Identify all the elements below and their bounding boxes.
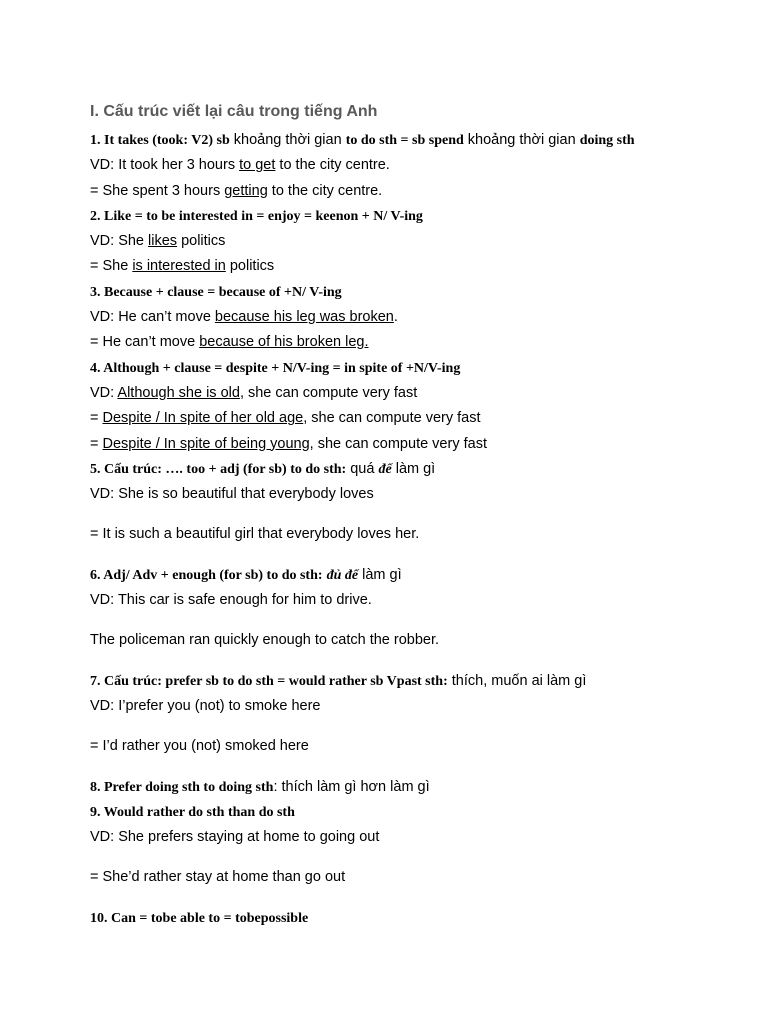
text-line bbox=[90, 628, 750, 653]
text-segment: : thích làm gì hơn làm gì bbox=[273, 778, 430, 795]
text-segment: . bbox=[393, 309, 398, 326]
underlined-text: because his leg was broken bbox=[214, 309, 394, 326]
text-line bbox=[90, 457, 750, 482]
text-segment: , she can compute very fast bbox=[303, 410, 481, 427]
text-line bbox=[90, 588, 750, 613]
text-line bbox=[90, 825, 750, 850]
underlined-text: likes bbox=[148, 233, 178, 250]
text-segment: VD: bbox=[90, 384, 118, 401]
text-segment: = He can’t move bbox=[90, 334, 200, 351]
bold-text: 9. Would rather do sth than do sth bbox=[90, 804, 295, 820]
text-segment: VD: It took her 3 hours bbox=[90, 157, 240, 174]
text-line bbox=[90, 356, 750, 381]
text-segment: quá bbox=[346, 460, 379, 477]
text-line bbox=[90, 128, 750, 153]
text-segment: to the city centre. bbox=[267, 182, 383, 199]
bold-text: to do sth = sb spend bbox=[345, 133, 464, 148]
text-segment: làm gì bbox=[358, 566, 402, 583]
text-segment: VD: He can’t move bbox=[90, 309, 215, 326]
text-segment: = bbox=[90, 410, 103, 427]
text-line bbox=[90, 432, 750, 457]
text-line bbox=[90, 204, 750, 229]
underlined-text: is interested in bbox=[132, 258, 226, 275]
text-line bbox=[90, 330, 750, 355]
underlined-text: Despite / In spite of her old age bbox=[102, 410, 304, 427]
text-segment: làm gì bbox=[391, 460, 436, 477]
page-title: I. Cấu trúc viết lại câu trong tiếng Anh bbox=[90, 103, 378, 120]
text-segment: khoảng thời gian bbox=[463, 132, 580, 148]
text-segment: = She bbox=[90, 258, 133, 275]
text-segment: VD: I’prefer you (not) to smoke here bbox=[90, 697, 321, 714]
text-segment: politics bbox=[177, 233, 226, 250]
text-segment: VD: She prefers staying at home to going out bbox=[90, 829, 380, 846]
text-segment: VD: She is so beautiful that everybody loves bbox=[90, 486, 374, 503]
text-line bbox=[90, 694, 750, 719]
text-segment: thích, muốn ai làm gì bbox=[447, 672, 587, 689]
text-line bbox=[90, 305, 750, 330]
bold-text: 1. It takes (took: V2) sb bbox=[90, 133, 230, 148]
text-line bbox=[90, 865, 750, 890]
bold-text: 10. Can = tobe able to = tobepossible bbox=[90, 910, 309, 926]
text-line bbox=[90, 800, 750, 825]
text-segment: = bbox=[90, 435, 103, 452]
text-segment: = She spent 3 hours bbox=[90, 182, 225, 199]
bold-text: 5. Cấu trúc: …. too + adj (for sb) to do sth: bbox=[90, 461, 347, 477]
text-line bbox=[90, 406, 750, 431]
underlined-text: Despite / In spite of being young bbox=[102, 435, 310, 452]
document-page bbox=[90, 100, 750, 931]
text-segment: The policeman ran quickly enough to catch the robber. bbox=[90, 632, 440, 649]
text-segment: , she can compute very fast bbox=[239, 384, 418, 401]
bold-text: 2. Like = to be interested in = enjoy = keenon + N/ V-ing bbox=[90, 208, 423, 224]
text-line bbox=[90, 280, 750, 305]
document-body bbox=[90, 128, 750, 931]
text-line bbox=[90, 179, 750, 204]
bold-text: doing sth bbox=[579, 133, 635, 148]
bold-text: đủ để bbox=[326, 567, 359, 583]
text-segment: VD: This car is safe enough for him to drive. bbox=[90, 592, 372, 609]
underlined-text: Although she is old bbox=[117, 384, 240, 401]
text-line bbox=[90, 482, 750, 507]
text-line bbox=[90, 229, 750, 254]
text-segment: khoảng thời gian bbox=[229, 132, 346, 148]
text-line bbox=[90, 153, 750, 178]
text-line bbox=[90, 906, 750, 931]
text-segment: politics bbox=[225, 258, 275, 275]
text-segment: to the city centre. bbox=[275, 157, 390, 174]
text-line bbox=[90, 254, 750, 279]
text-line bbox=[90, 669, 750, 694]
underlined-text: to get bbox=[239, 157, 276, 174]
bold-text: 7. Cấu trúc: prefer sb to do sth = would rather sb Vpast sth: bbox=[90, 673, 448, 689]
text-line bbox=[90, 381, 750, 406]
bold-text: 4. Although + clause = despite + N/V-ing = in spite of +N/V-ing bbox=[90, 360, 461, 376]
bold-text: để bbox=[378, 461, 392, 477]
text-segment: = She’d rather stay at home than go out bbox=[90, 869, 346, 886]
bold-text: 6. Adj/ Adv + enough (for sb) to do sth: bbox=[90, 567, 323, 583]
text-segment: VD: She bbox=[90, 233, 149, 250]
text-segment: = I’d rather you (not) smoked here bbox=[90, 738, 309, 755]
underlined-text: getting bbox=[224, 182, 268, 199]
bold-text: 3. Because + clause = because of +N/ V-ing bbox=[90, 284, 342, 300]
text-line bbox=[90, 734, 750, 759]
text-line bbox=[90, 563, 750, 588]
text-segment: = It is such a beautiful girl that everybody loves her. bbox=[90, 526, 420, 543]
text-segment: , she can compute very fast bbox=[309, 435, 487, 452]
text-line bbox=[90, 522, 750, 547]
text-line bbox=[90, 775, 750, 800]
bold-text: 8. Prefer doing sth to doing sth bbox=[90, 779, 274, 795]
underlined-text: because of his broken leg. bbox=[199, 334, 369, 351]
